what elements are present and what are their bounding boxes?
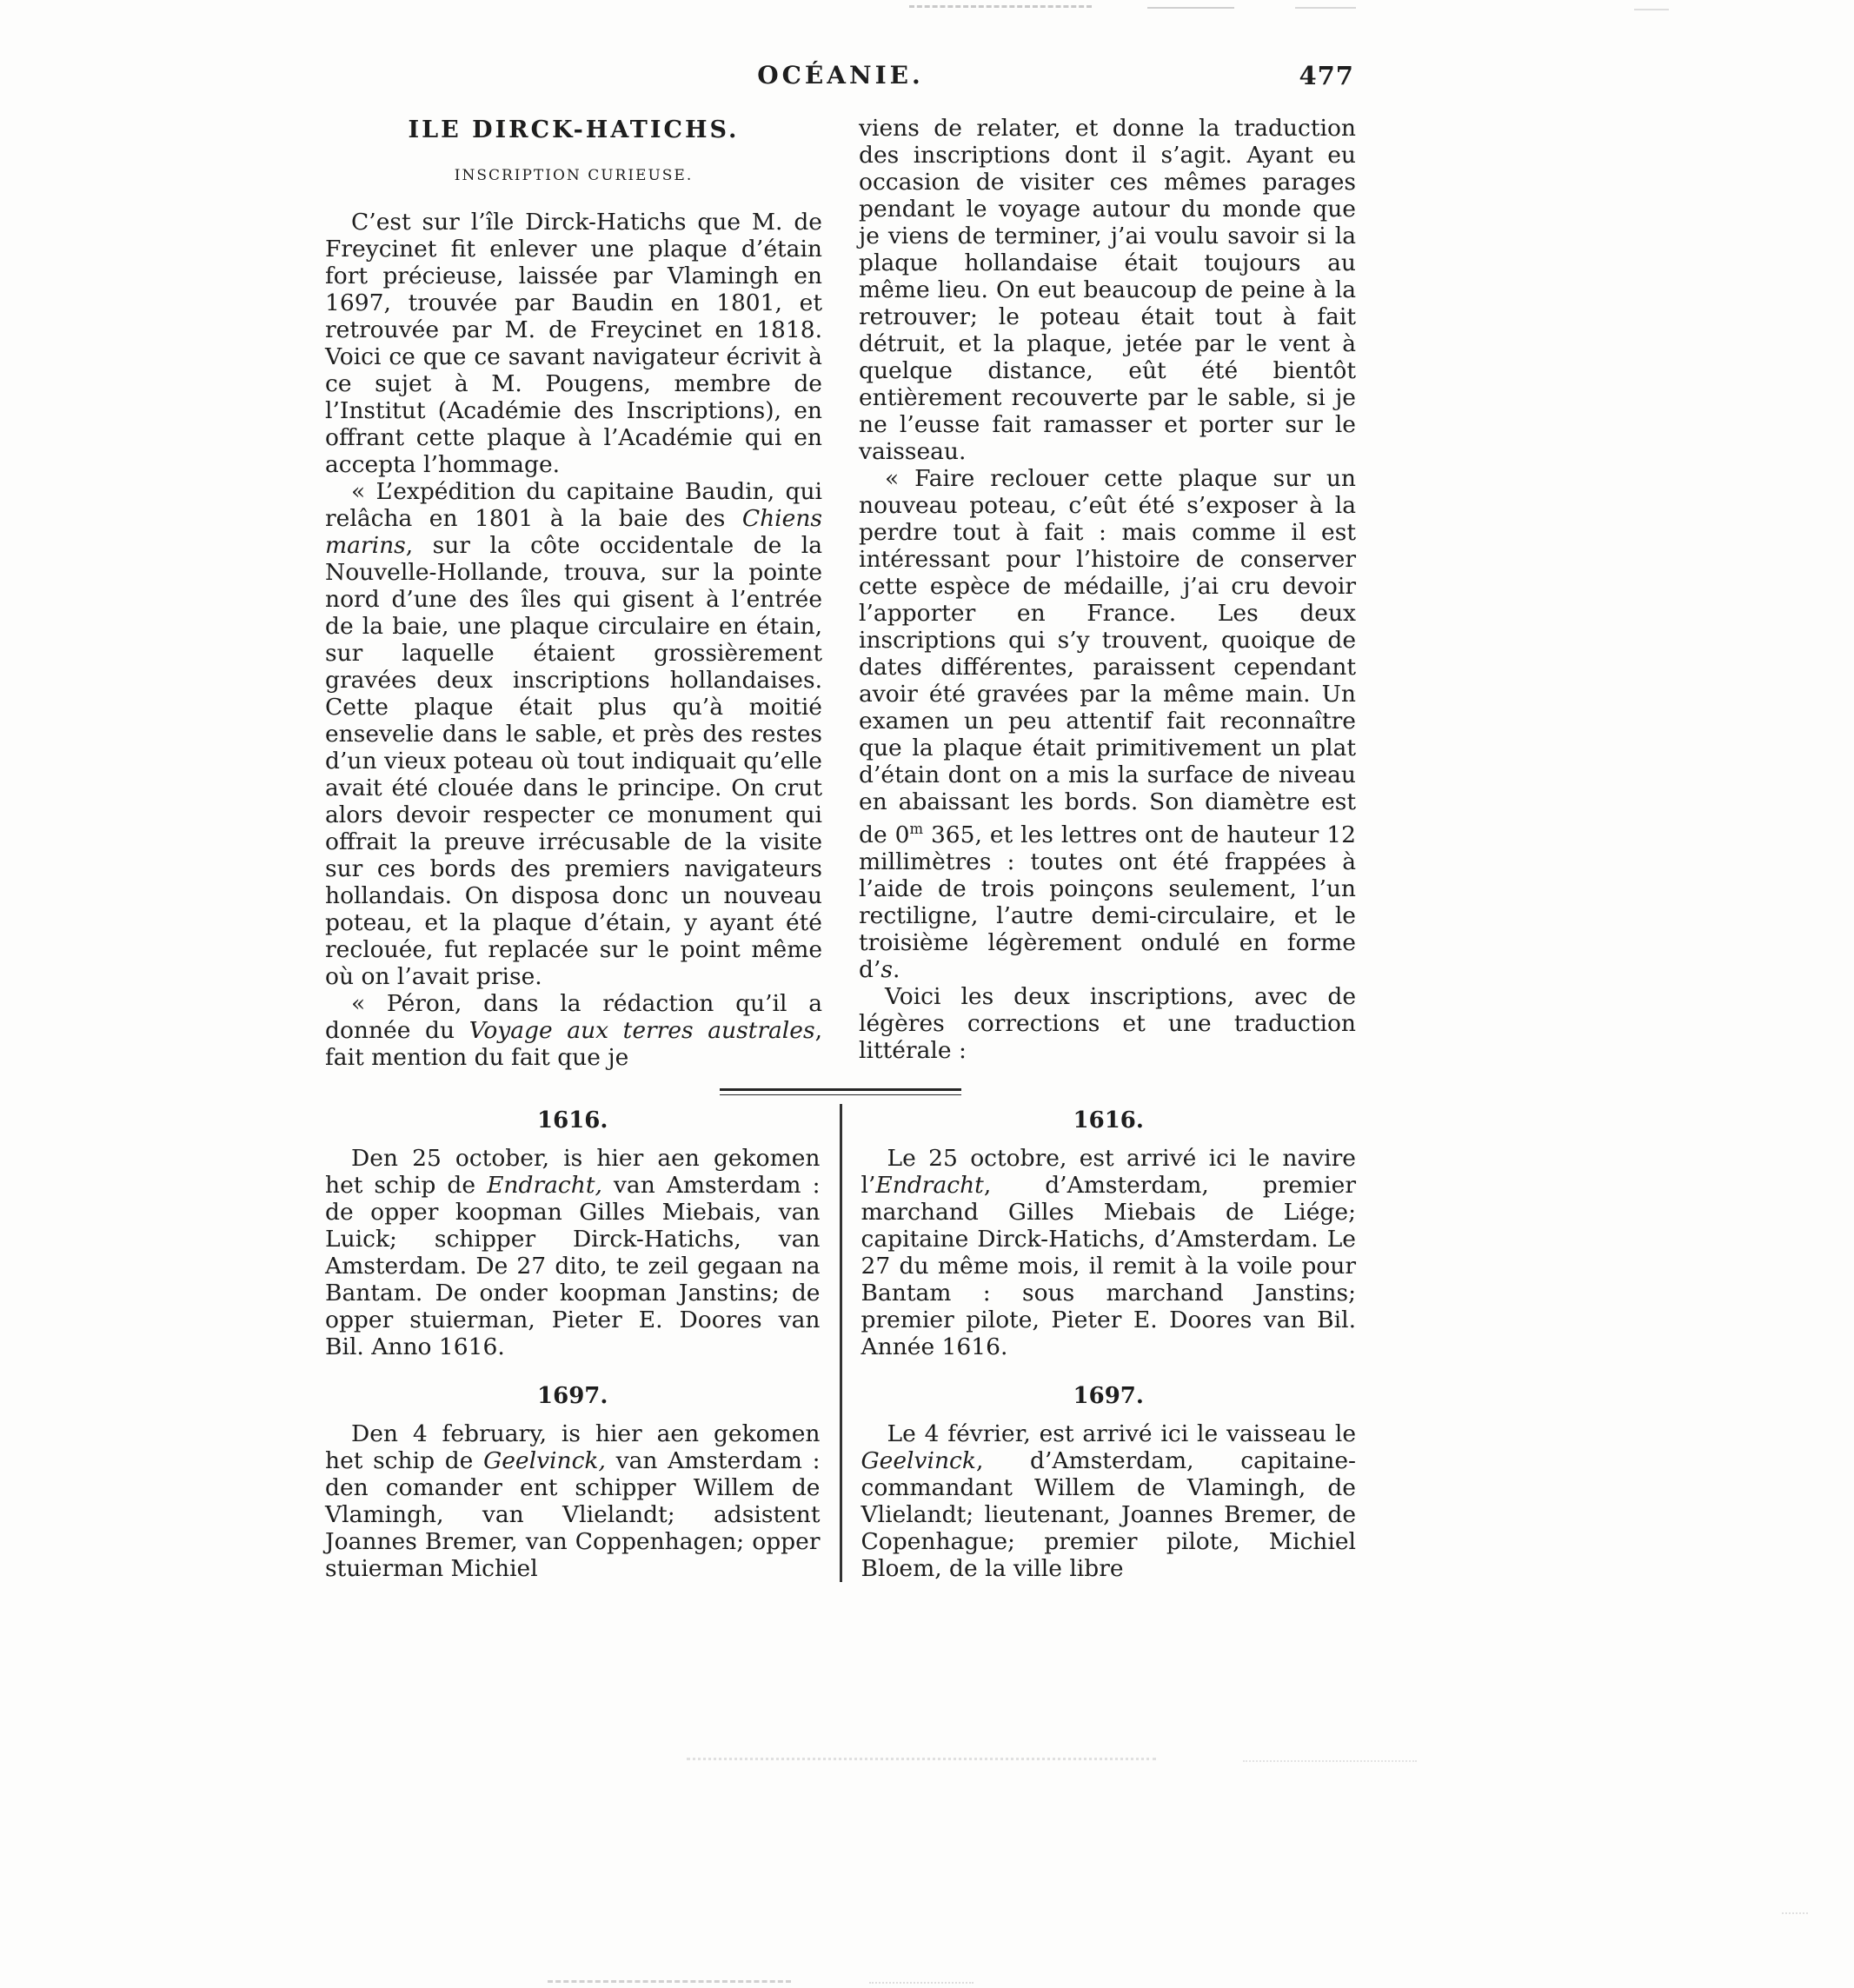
paragraph: C’est sur l’île Dirck-Hatichs que M. de Freycinet fit enlever une plaque d’étain fort précieuse, laissée par Vlamingh en 1697, trouvée par Baudin en 1801, et retrouvée par M. de Freycinet en 1818. Voici ce que ce savant navigateur écrivit à ce sujet à M. Pougens, membre de l’Institut (Académie des Inscriptions), en offrant cette plaque à l’Académie qui en accepta l’hommage. — [325, 209, 822, 478]
scan-artifact — [687, 1758, 1156, 1760]
scan-artifact — [1295, 7, 1356, 9]
scan-artifact — [1243, 1760, 1417, 1762]
inscription-year: 1697. — [1073, 1383, 1144, 1409]
inscription-year: 1616. — [1073, 1107, 1144, 1134]
left-column — [325, 115, 822, 1071]
scan-artifact — [869, 1982, 974, 1984]
scan-artifact — [1147, 7, 1234, 9]
inscription-text: Le 4 février, est arrivé ici le vaisseau le Geelvinck, d’Amsterdam, capitaine-commandant Willem de Vlamingh, de Vlielandt; lieutenant, Joannes Bremer, de Copenhague; premier pilote, Michiel Bloem, de la ville libre — [861, 1420, 1356, 1582]
inscription-year: 1697. — [537, 1383, 608, 1409]
paragraph: viens de relater, et donne la traduction des inscriptions dont il s’agit. Ayant eu occasion de visiter ces mêmes parages pendant le voyage autour du monde que je viens de terminer, j’ai voulu savoir si la plaque hollandaise était toujours au même lieu. On eut beaucoup de peine à la retrouver; le poteau était tout à fait détruit, et la plaque, jetée par le vent à quelque distance, eût été bientôt entièrement recouverte par le sable, si je ne l’eusse fait ramasser et porter sur le vaisseau. — [859, 115, 1356, 465]
scan-artifact — [909, 5, 1092, 8]
inscription-text: Den 4 february, is hier aen gekomen het schip de Geelvinck, van Amsterdam : den comander ent schipper Willem de Vlamingh, van Vlielandt; adsistent Joannes Bremer, van Coppenhagen; opper stuierman Michiel — [325, 1420, 821, 1582]
inscription-dutch-column — [325, 1104, 840, 1582]
section-divider-rule — [720, 1088, 961, 1095]
paragraph: Voici les deux inscriptions, avec de légères corrections et une traduction littérale : — [859, 982, 1356, 1064]
inscription-text: Den 25 october, is hier aen gekomen het schip de Endracht, van Amsterdam : de opper koopman Gilles Miebais, van Luick; schipper Dirck-Hatichs, van Amsterdam. De 27 dito, te zeil gegaan na Bantam. De onder koopman Janstins; de opper stuierman, Pieter E. Doores van Bil. Anno 1616. — [325, 1145, 821, 1360]
scan-artifact — [1634, 9, 1669, 10]
inscription-text: Le 25 octobre, est arrivé ici le navire l’Endracht, d’Amsterdam, premier marchand Gilles Miebais de Liége; capitaine Dirck-Hatichs, d’Amsterdam. Le 27 du même mois, il remit à la voile pour Bantam : sous marchand Janstins; premier pilote, Pieter E. Doores van Bil. Année 1616. — [861, 1145, 1356, 1360]
page-number: 477 — [1299, 61, 1354, 90]
inscription-french-column — [842, 1104, 1357, 1582]
running-title: OCÉANIE. — [757, 61, 924, 90]
article-subtitle: INSCRIPTION CURIEUSE. — [454, 167, 694, 184]
paragraph: « L’expédition du capitaine Baudin, qui relâcha en 1801 à la baie des Chiens marins, sur la côte occidentale de la Nouvelle-Hollande, trouva, sur la pointe nord d’une des îles qui gisent à l’entrée de la baie, une plaque circulaire en étain, sur laquelle étaient grossièrement gravées deux inscriptions hollandaises. Cette plaque était plus qu’à moitié ensevelie dans le sable, et près des restes d’un vieux poteau où tout indiquait qu’elle avait été clouée dans le principe. On crut alors devoir respecter ce monument qui offrait la preuve irrécusable de la visite sur ces bords des premiers navigateurs hollandais. On disposa donc un nouveau poteau, et la plaque d’étain, y ayant été reclouée, fut replacée sur le point même où on l’avait prise. — [325, 478, 822, 990]
article-body — [325, 115, 1356, 1071]
scan-artifact — [1782, 1912, 1808, 1914]
inscription-year: 1616. — [537, 1107, 608, 1134]
paragraph: « Péron, dans la rédaction qu’il a donnée du Voyage aux terres australes, fait mention du fait que je — [325, 990, 822, 1071]
page-header — [325, 61, 1356, 99]
right-column — [859, 115, 1356, 1071]
page-content — [325, 61, 1356, 1582]
paragraph: « Faire reclouer cette plaque sur un nouveau poteau, c’eût été s’exposer à la perdre tout à fait : mais comme il est intéressant pour l’histoire de conserver cette espèce de médaille, j’ai cru devoir l’apporter en France. Les deux inscriptions qui s’y trouvent, quoique de dates différentes, paraissent cependant avoir été gravées par la même main. Un examen un peu attentif fait reconnaître que la plaque était primitivement un plat d’étain dont on a mis la surface de niveau en abaissant les bords. Son diamètre est de 0$^m$ 365, et les lettres ont de hauteur 12 millimètres : toutes ont été frappées à l’aide de trois poinçons seulement, l’un rectiligne, l’autre demi-circulaire, et le troisième légèrement ondulé en forme d’s. — [859, 465, 1356, 983]
scan-artifact — [548, 1980, 791, 1983]
article-title: ILE DIRCK-HATICHS. — [408, 116, 740, 143]
inscriptions-section — [325, 1104, 1356, 1582]
